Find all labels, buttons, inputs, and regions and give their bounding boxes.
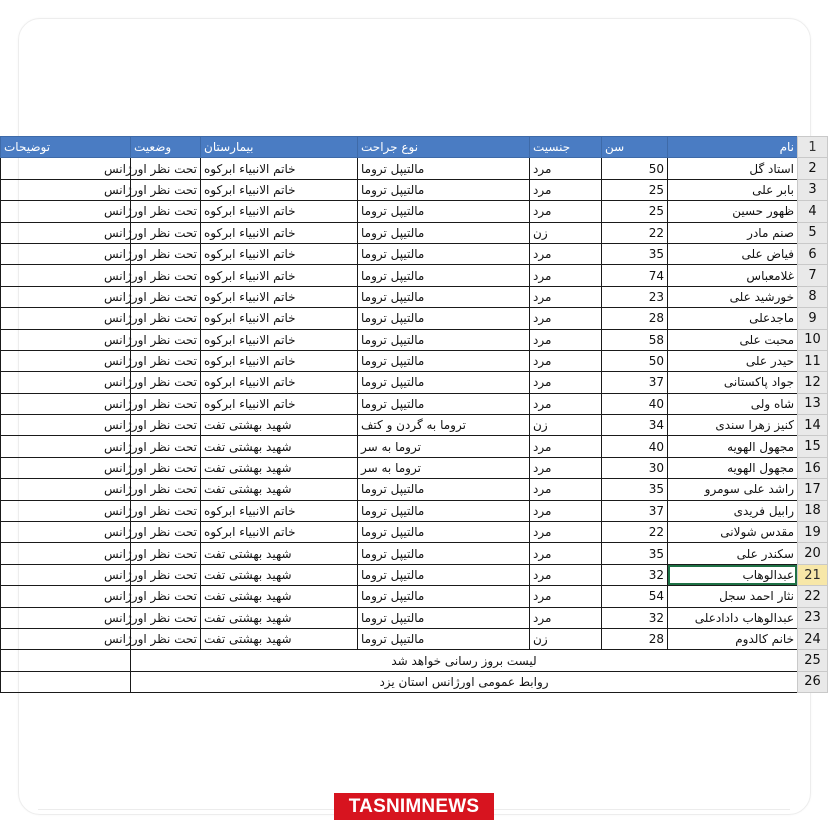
- cell-injury-type[interactable]: تروما به سر: [358, 436, 530, 457]
- cell-gender[interactable]: مرد: [530, 457, 602, 478]
- cell-status[interactable]: تحت نظر اورژانس: [131, 479, 201, 500]
- row-number[interactable]: 16: [798, 457, 828, 478]
- cell-age[interactable]: 25: [602, 179, 668, 200]
- row-number[interactable]: 21: [798, 564, 828, 585]
- spreadsheet: [0, 136, 827, 693]
- header-age[interactable]: سن: [602, 137, 668, 158]
- table-row: [1, 265, 828, 286]
- empty-cell[interactable]: [1, 671, 131, 692]
- table-row: [1, 222, 828, 243]
- cell-age[interactable]: 28: [602, 628, 668, 649]
- cell-age[interactable]: 35: [602, 543, 668, 564]
- cell-injury-type[interactable]: مالتیپل تروما: [358, 628, 530, 649]
- cell-gender[interactable]: مرد: [530, 286, 602, 307]
- cell-injury-type[interactable]: مالتیپل تروما: [358, 308, 530, 329]
- table-row: [1, 543, 828, 564]
- row-number[interactable]: 6: [798, 243, 828, 264]
- cell-injury-type[interactable]: مالتیپل تروما: [358, 222, 530, 243]
- cell-name[interactable]: مجهول الهویه: [668, 457, 798, 478]
- row-number[interactable]: 2: [798, 158, 828, 179]
- table-row: [1, 179, 828, 200]
- cell-hospital[interactable]: شهید بهشتی تفت: [201, 564, 358, 585]
- table-row: [1, 586, 828, 607]
- cell-age[interactable]: 50: [602, 350, 668, 371]
- cell-hospital[interactable]: خاتم الانبیاء ابرکوه: [201, 350, 358, 371]
- cell-hospital[interactable]: خاتم الانبیاء ابرکوه: [201, 329, 358, 350]
- cell-hospital[interactable]: شهید بهشتی تفت: [201, 628, 358, 649]
- cell-age[interactable]: 54: [602, 586, 668, 607]
- cell-age[interactable]: 58: [602, 329, 668, 350]
- cell-gender[interactable]: زن: [530, 628, 602, 649]
- cell-injury-type[interactable]: تروما به گردن و کتف: [358, 415, 530, 436]
- cell-age[interactable]: 23: [602, 286, 668, 307]
- header-notes[interactable]: توضیحات: [1, 137, 131, 158]
- table-row: [1, 308, 828, 329]
- cell-gender[interactable]: مرد: [530, 436, 602, 457]
- table-row: [1, 329, 828, 350]
- cell-name[interactable]: شاه ولی: [668, 393, 798, 414]
- cell-status[interactable]: تحت نظر اورژانس: [131, 265, 201, 286]
- cell-age[interactable]: 37: [602, 500, 668, 521]
- header-row: [1, 137, 828, 158]
- cell-hospital[interactable]: شهید بهشتی تفت: [201, 586, 358, 607]
- cell-gender[interactable]: مرد: [530, 607, 602, 628]
- cell-gender[interactable]: مرد: [530, 564, 602, 585]
- table-row: [1, 372, 828, 393]
- cell-name[interactable]: سکندر علی: [668, 543, 798, 564]
- cell-name[interactable]: عبدالوهاب: [668, 564, 798, 585]
- cell-age[interactable]: 35: [602, 243, 668, 264]
- table-row: [1, 564, 828, 585]
- table-row: [1, 628, 828, 649]
- table-row: [1, 393, 828, 414]
- row-number[interactable]: 20: [798, 543, 828, 564]
- cell-age[interactable]: 37: [602, 372, 668, 393]
- cell-status[interactable]: تحت نظر اورژانس: [131, 500, 201, 521]
- table-row: [1, 415, 828, 436]
- cell-injury-type[interactable]: مالتیپل تروما: [358, 265, 530, 286]
- cell-status[interactable]: تحت نظر اورژانس: [131, 179, 201, 200]
- cell-name[interactable]: حیدر علی: [668, 350, 798, 371]
- cell-injury-type[interactable]: مالتیپل تروما: [358, 500, 530, 521]
- cell-status[interactable]: تحت نظر اورژانس: [131, 457, 201, 478]
- cell-status[interactable]: تحت نظر اورژانس: [131, 243, 201, 264]
- cell-hospital[interactable]: شهید بهشتی تفت: [201, 479, 358, 500]
- cell-status[interactable]: تحت نظر اورژانس: [131, 564, 201, 585]
- cell-gender[interactable]: مرد: [530, 522, 602, 543]
- cell-gender[interactable]: مرد: [530, 586, 602, 607]
- cell-gender[interactable]: مرد: [530, 393, 602, 414]
- cell-status[interactable]: تحت نظر اورژانس: [131, 201, 201, 222]
- cell-name[interactable]: ظهور حسین: [668, 201, 798, 222]
- cell-injury-type[interactable]: مالتیپل تروما: [358, 350, 530, 371]
- row-number[interactable]: 17: [798, 479, 828, 500]
- cell-injury-type[interactable]: مالتیپل تروما: [358, 522, 530, 543]
- cell-hospital[interactable]: خاتم الانبیاء ابرکوه: [201, 286, 358, 307]
- cell-name[interactable]: فیاض علی: [668, 243, 798, 264]
- cell-age[interactable]: 50: [602, 158, 668, 179]
- table-row: [1, 158, 828, 179]
- cell-status[interactable]: تحت نظر اورژانس: [131, 393, 201, 414]
- cell-status[interactable]: تحت نظر اورژانس: [131, 628, 201, 649]
- cell-injury-type[interactable]: مالتیپل تروما: [358, 201, 530, 222]
- row-number[interactable]: 25: [798, 650, 828, 671]
- cell-age[interactable]: 22: [602, 222, 668, 243]
- row-number[interactable]: 24: [798, 628, 828, 649]
- cell-status[interactable]: تحت نظر اورژانس: [131, 415, 201, 436]
- cell-injury-type[interactable]: مالتیپل تروما: [358, 564, 530, 585]
- row-number[interactable]: 14: [798, 415, 828, 436]
- cell-gender[interactable]: مرد: [530, 265, 602, 286]
- table-row: [1, 286, 828, 307]
- cell-name[interactable]: محبت علی: [668, 329, 798, 350]
- row-number[interactable]: 13: [798, 393, 828, 414]
- footer-row: [1, 650, 828, 671]
- cell-status[interactable]: تحت نظر اورژانس: [131, 286, 201, 307]
- cell-name[interactable]: راشد علی سومرو: [668, 479, 798, 500]
- row-number[interactable]: 19: [798, 522, 828, 543]
- row-number[interactable]: 7: [798, 265, 828, 286]
- header-injury-type[interactable]: نوع جراحت: [358, 137, 530, 158]
- row-number[interactable]: 1: [798, 137, 828, 158]
- cell-status[interactable]: تحت نظر اورژانس: [131, 543, 201, 564]
- cell-gender[interactable]: مرد: [530, 201, 602, 222]
- cell-name[interactable]: صنم مادر: [668, 222, 798, 243]
- tasnim-news-logo: TASNIMNEWS: [334, 793, 494, 820]
- cell-age[interactable]: 32: [602, 607, 668, 628]
- cell-hospital[interactable]: شهید بهشتی تفت: [201, 436, 358, 457]
- table-row: [1, 201, 828, 222]
- cell-status[interactable]: تحت نظر اورژانس: [131, 308, 201, 329]
- cell-age[interactable]: 74: [602, 265, 668, 286]
- cell-hospital[interactable]: خاتم الانبیاء ابرکوه: [201, 393, 358, 414]
- cell-gender[interactable]: مرد: [530, 500, 602, 521]
- cell-gender[interactable]: زن: [530, 415, 602, 436]
- table-row: [1, 607, 828, 628]
- row-number[interactable]: 11: [798, 350, 828, 371]
- cell-status[interactable]: تحت نظر اورژانس: [131, 222, 201, 243]
- cell-hospital[interactable]: خاتم الانبیاء ابرکوه: [201, 243, 358, 264]
- cell-name[interactable]: جواد پاکستانی: [668, 372, 798, 393]
- table-row: [1, 436, 828, 457]
- header-gender[interactable]: جنسیت: [530, 137, 602, 158]
- cell-name[interactable]: مجهول الهویه: [668, 436, 798, 457]
- cell-age[interactable]: 22: [602, 522, 668, 543]
- cell-gender[interactable]: مرد: [530, 543, 602, 564]
- cell-status[interactable]: تحت نظر اورژانس: [131, 522, 201, 543]
- cell-gender[interactable]: مرد: [530, 372, 602, 393]
- cell-hospital[interactable]: خاتم الانبیاء ابرکوه: [201, 265, 358, 286]
- row-number[interactable]: 4: [798, 201, 828, 222]
- cell-hospital[interactable]: خاتم الانبیاء ابرکوه: [201, 372, 358, 393]
- cell-name[interactable]: کنیز زهرا سندی: [668, 415, 798, 436]
- cell-gender[interactable]: مرد: [530, 308, 602, 329]
- cell-hospital[interactable]: خاتم الانبیاء ابرکوه: [201, 179, 358, 200]
- header-hospital[interactable]: بیمارستان: [201, 137, 358, 158]
- cell-gender[interactable]: مرد: [530, 158, 602, 179]
- row-number[interactable]: 26: [798, 671, 828, 692]
- cell-status[interactable]: تحت نظر اورژانس: [131, 350, 201, 371]
- cell-gender[interactable]: زن: [530, 222, 602, 243]
- cell-injury-type[interactable]: مالتیپل تروما: [358, 479, 530, 500]
- cell-name[interactable]: مقدس شولانی: [668, 522, 798, 543]
- table-row: [1, 500, 828, 521]
- cell-name[interactable]: خانم کالدوم: [668, 628, 798, 649]
- row-number[interactable]: 15: [798, 436, 828, 457]
- cell-injury-type[interactable]: مالتیپل تروما: [358, 329, 530, 350]
- cell-hospital[interactable]: خاتم الانبیاء ابرکوه: [201, 308, 358, 329]
- cell-name[interactable]: خورشید علی: [668, 286, 798, 307]
- cell-name[interactable]: ماجدعلی: [668, 308, 798, 329]
- footer-row: [1, 671, 828, 692]
- cell-status[interactable]: تحت نظر اورژانس: [131, 372, 201, 393]
- cell-hospital[interactable]: خاتم الانبیاء ابرکوه: [201, 500, 358, 521]
- cell-injury-type[interactable]: مالتیپل تروما: [358, 543, 530, 564]
- table-row: [1, 479, 828, 500]
- row-number[interactable]: 22: [798, 586, 828, 607]
- cell-gender[interactable]: مرد: [530, 179, 602, 200]
- cell-hospital[interactable]: خاتم الانبیاء ابرکوه: [201, 522, 358, 543]
- row-number[interactable]: 5: [798, 222, 828, 243]
- cell-age[interactable]: 25: [602, 201, 668, 222]
- footer-note[interactable]: روابط عمومی اورژانس استان یزد: [131, 671, 798, 692]
- cell-status[interactable]: تحت نظر اورژانس: [131, 607, 201, 628]
- row-number[interactable]: 3: [798, 179, 828, 200]
- cell-injury-type[interactable]: مالتیپل تروما: [358, 586, 530, 607]
- row-number[interactable]: 10: [798, 329, 828, 350]
- cell-status[interactable]: تحت نظر اورژانس: [131, 436, 201, 457]
- cell-status[interactable]: تحت نظر اورژانس: [131, 329, 201, 350]
- header-name[interactable]: نام: [668, 137, 798, 158]
- row-number[interactable]: 18: [798, 500, 828, 521]
- row-number[interactable]: 8: [798, 286, 828, 307]
- cell-gender[interactable]: مرد: [530, 243, 602, 264]
- cell-age[interactable]: 30: [602, 457, 668, 478]
- cell-age[interactable]: 40: [602, 393, 668, 414]
- row-number[interactable]: 12: [798, 372, 828, 393]
- cell-gender[interactable]: مرد: [530, 329, 602, 350]
- patients-table: [0, 136, 828, 693]
- cell-injury-type[interactable]: مالتیپل تروما: [358, 607, 530, 628]
- footer-note[interactable]: لیست بروز رسانی خواهد شد: [131, 650, 798, 671]
- cell-age[interactable]: 32: [602, 564, 668, 585]
- cell-age[interactable]: 35: [602, 479, 668, 500]
- cell-injury-type[interactable]: مالتیپل تروما: [358, 243, 530, 264]
- cell-hospital[interactable]: خاتم الانبیاء ابرکوه: [201, 201, 358, 222]
- cell-gender[interactable]: مرد: [530, 350, 602, 371]
- cell-age[interactable]: 34: [602, 415, 668, 436]
- empty-cell[interactable]: [1, 650, 131, 671]
- cell-name[interactable]: رابیل فریدی: [668, 500, 798, 521]
- cell-name[interactable]: بابر علی: [668, 179, 798, 200]
- table-row: [1, 243, 828, 264]
- header-status[interactable]: وضعیت: [131, 137, 201, 158]
- cell-hospital[interactable]: شهید بهشتی تفت: [201, 607, 358, 628]
- cell-injury-type[interactable]: مالتیپل تروما: [358, 286, 530, 307]
- cell-name[interactable]: نثار احمد سجل: [668, 586, 798, 607]
- cell-hospital[interactable]: شهید بهشتی تفت: [201, 543, 358, 564]
- cell-status[interactable]: تحت نظر اورژانس: [131, 158, 201, 179]
- cell-name[interactable]: غلامعباس: [668, 265, 798, 286]
- cell-hospital[interactable]: خاتم الانبیاء ابرکوه: [201, 222, 358, 243]
- cell-hospital[interactable]: خاتم الانبیاء ابرکوه: [201, 158, 358, 179]
- cell-hospital[interactable]: شهید بهشتی تفت: [201, 415, 358, 436]
- cell-injury-type[interactable]: مالتیپل تروما: [358, 372, 530, 393]
- row-number[interactable]: 9: [798, 308, 828, 329]
- table-row: [1, 457, 828, 478]
- cell-age[interactable]: 28: [602, 308, 668, 329]
- cell-injury-type[interactable]: مالتیپل تروما: [358, 393, 530, 414]
- cell-gender[interactable]: مرد: [530, 479, 602, 500]
- cell-age[interactable]: 40: [602, 436, 668, 457]
- cell-injury-type[interactable]: مالتیپل تروما: [358, 158, 530, 179]
- cell-injury-type[interactable]: تروما به سر: [358, 457, 530, 478]
- table-row: [1, 350, 828, 371]
- row-number[interactable]: 23: [798, 607, 828, 628]
- cell-name[interactable]: عبدالوهاب دادادعلی: [668, 607, 798, 628]
- cell-status[interactable]: تحت نظر اورژانس: [131, 586, 201, 607]
- cell-injury-type[interactable]: مالتیپل تروما: [358, 179, 530, 200]
- table-row: [1, 522, 828, 543]
- cell-name[interactable]: استاد گل: [668, 158, 798, 179]
- cell-hospital[interactable]: شهید بهشتی تفت: [201, 457, 358, 478]
